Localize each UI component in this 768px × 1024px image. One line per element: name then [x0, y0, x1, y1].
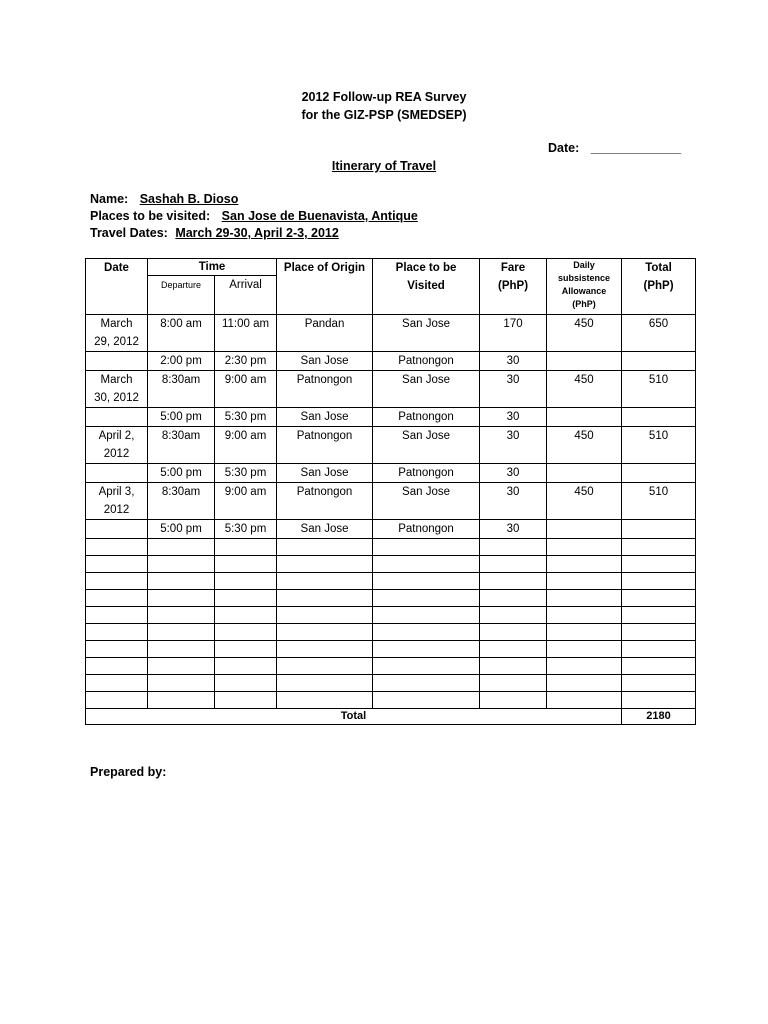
cell-date-line2: 30, 2012 [94, 392, 139, 404]
empty-cell [148, 539, 215, 556]
empty-cell [148, 658, 215, 675]
empty-cell [277, 573, 373, 590]
header-fare-line1: Fare [500, 262, 526, 274]
table-row [86, 520, 696, 539]
cell-total [622, 352, 696, 371]
header-total-line1: Total [645, 262, 672, 274]
header-fare [480, 259, 547, 315]
empty-cell [215, 573, 277, 590]
cell-date-line1: March [100, 374, 133, 386]
header-visited [373, 259, 480, 315]
empty-cell [480, 607, 547, 624]
dates-line [90, 226, 339, 240]
table-row [86, 483, 696, 520]
cell-date-line1: April 3, [98, 486, 135, 498]
empty-cell [480, 675, 547, 692]
cell-fare: 170 [480, 315, 547, 352]
empty-cell [547, 675, 622, 692]
empty-row [86, 573, 696, 590]
cell-date-line2: 29, 2012 [94, 336, 139, 348]
cell-departure: 8:30am [148, 483, 215, 520]
cell-arrival: 5:30 pm [215, 464, 277, 483]
cell-departure: 5:00 pm [148, 408, 215, 427]
empty-cell [547, 692, 622, 709]
doc-subtitle: Itinerary of Travel [331, 159, 437, 173]
header-visited-line1: Place to be [395, 262, 457, 274]
header-origin: Place of Origin [277, 259, 373, 315]
cell-visited: San Jose [373, 315, 480, 352]
cell-arrival: 9:00 am [215, 371, 277, 408]
cell-fare: 30 [480, 520, 547, 539]
empty-row [86, 590, 696, 607]
cell-visited: San Jose [373, 427, 480, 464]
empty-cell [277, 641, 373, 658]
cell-visited: Patnongon [373, 408, 480, 427]
empty-cell [148, 641, 215, 658]
cell-date [86, 483, 148, 520]
empty-cell [86, 590, 148, 607]
empty-cell [480, 641, 547, 658]
empty-cell [622, 607, 696, 624]
cell-visited: San Jose [373, 483, 480, 520]
name-value: Sashah B. Dioso [139, 192, 239, 206]
places-value: San Jose de Buenavista, Antique [221, 209, 418, 223]
empty-cell [148, 624, 215, 641]
table-row [86, 464, 696, 483]
total-row [86, 709, 696, 725]
cell-total: 510 [622, 483, 696, 520]
empty-row [86, 607, 696, 624]
empty-cell [148, 692, 215, 709]
empty-cell [547, 641, 622, 658]
cell-date-line2: 2012 [103, 504, 130, 516]
date-field [548, 141, 681, 155]
cell-daily: 450 [547, 371, 622, 408]
cell-fare: 30 [480, 371, 547, 408]
cell-origin: Patnongon [277, 483, 373, 520]
empty-cell [148, 573, 215, 590]
cell-arrival: 9:00 am [215, 427, 277, 464]
cell-origin: San Jose [277, 352, 373, 371]
cell-total [622, 464, 696, 483]
cell-total: 510 [622, 427, 696, 464]
table-row [86, 427, 696, 464]
empty-cell [480, 573, 547, 590]
empty-cell [480, 624, 547, 641]
cell-daily: 450 [547, 315, 622, 352]
empty-cell [373, 590, 480, 607]
empty-cell [215, 539, 277, 556]
empty-cell [148, 607, 215, 624]
empty-cell [622, 624, 696, 641]
empty-cell [215, 658, 277, 675]
empty-cell [480, 590, 547, 607]
table-row [86, 352, 696, 371]
cell-daily [547, 408, 622, 427]
cell-departure: 5:00 pm [148, 520, 215, 539]
empty-row [86, 692, 696, 709]
empty-cell [277, 590, 373, 607]
empty-row [86, 658, 696, 675]
cell-total [622, 520, 696, 539]
cell-daily [547, 352, 622, 371]
table-row [86, 408, 696, 427]
empty-cell [373, 641, 480, 658]
header-daily-line3: Allowance [561, 286, 607, 296]
dates-label: Travel Dates: [90, 226, 168, 240]
cell-origin: San Jose [277, 520, 373, 539]
cell-date [86, 408, 148, 427]
cell-date [86, 427, 148, 464]
cell-origin: San Jose [277, 408, 373, 427]
itinerary-table [85, 258, 696, 725]
empty-row [86, 556, 696, 573]
empty-cell [373, 539, 480, 556]
date-blank: _____________ [590, 141, 682, 155]
empty-cell [148, 675, 215, 692]
cell-date-line1: April 2, [98, 430, 135, 442]
cell-origin: Patnongon [277, 371, 373, 408]
cell-fare: 30 [480, 464, 547, 483]
cell-total: 650 [622, 315, 696, 352]
cell-visited: Patnongon [373, 520, 480, 539]
empty-cell [277, 539, 373, 556]
table-row [86, 315, 696, 352]
header-daily-line1: Daily [573, 260, 595, 270]
cell-departure: 8:30am [148, 371, 215, 408]
header-time: Time [148, 259, 277, 276]
empty-cell [86, 624, 148, 641]
cell-departure: 8:30am [148, 427, 215, 464]
prepared-by-label: Prepared by: [90, 765, 167, 779]
empty-cell [622, 590, 696, 607]
header-total-line2: (PhP) [643, 280, 674, 292]
total-value: 2180 [622, 709, 696, 725]
empty-cell [622, 641, 696, 658]
empty-cell [86, 692, 148, 709]
cell-visited: Patnongon [373, 352, 480, 371]
empty-cell [277, 624, 373, 641]
total-label: Total [86, 709, 622, 725]
empty-cell [547, 590, 622, 607]
dates-value: March 29-30, April 2-3, 2012 [175, 226, 339, 240]
cell-daily: 450 [547, 427, 622, 464]
empty-cell [215, 624, 277, 641]
empty-cell [373, 624, 480, 641]
empty-cell [373, 658, 480, 675]
cell-arrival: 2:30 pm [215, 352, 277, 371]
table-row [86, 371, 696, 408]
cell-origin: Pandan [277, 315, 373, 352]
cell-total [622, 408, 696, 427]
doc-title-line2: for the GIZ-PSP (SMEDSEP) [301, 108, 467, 122]
empty-row [86, 641, 696, 658]
cell-origin: San Jose [277, 464, 373, 483]
empty-cell [622, 658, 696, 675]
name-line [90, 192, 238, 206]
empty-cell [622, 675, 696, 692]
cell-visited: Patnongon [373, 464, 480, 483]
cell-fare: 30 [480, 483, 547, 520]
cell-total: 510 [622, 371, 696, 408]
empty-row [86, 675, 696, 692]
cell-date-line2: 2012 [103, 448, 130, 460]
cell-departure: 5:00 pm [148, 464, 215, 483]
empty-cell [215, 590, 277, 607]
cell-arrival: 5:30 pm [215, 408, 277, 427]
cell-origin: Patnongon [277, 427, 373, 464]
header-arrival: Arrival [215, 276, 277, 315]
empty-cell [480, 539, 547, 556]
empty-cell [373, 675, 480, 692]
empty-cell [215, 641, 277, 658]
empty-cell [622, 573, 696, 590]
cell-daily [547, 464, 622, 483]
cell-departure: 2:00 pm [148, 352, 215, 371]
empty-cell [86, 658, 148, 675]
places-label: Places to be visited: [90, 209, 211, 223]
empty-cell [277, 556, 373, 573]
empty-cell [215, 556, 277, 573]
header-daily-line4: (PhP) [572, 299, 596, 309]
cell-date [86, 520, 148, 539]
empty-cell [86, 573, 148, 590]
empty-cell [277, 658, 373, 675]
cell-date [86, 464, 148, 483]
places-line [90, 209, 418, 223]
empty-cell [547, 556, 622, 573]
empty-cell [86, 607, 148, 624]
date-label: Date: [548, 141, 580, 155]
empty-cell [547, 573, 622, 590]
empty-cell [215, 675, 277, 692]
empty-cell [86, 675, 148, 692]
header-fare-line2: (PhP) [498, 280, 529, 292]
cell-daily: 450 [547, 483, 622, 520]
empty-cell [148, 590, 215, 607]
cell-arrival: 9:00 am [215, 483, 277, 520]
cell-fare: 30 [480, 352, 547, 371]
cell-arrival: 11:00 am [215, 315, 277, 352]
empty-cell [277, 607, 373, 624]
cell-departure: 8:00 am [148, 315, 215, 352]
empty-row [86, 539, 696, 556]
empty-cell [373, 573, 480, 590]
empty-row [86, 624, 696, 641]
doc-title-line1: 2012 Follow-up REA Survey [301, 90, 467, 104]
empty-cell [86, 539, 148, 556]
header-daily-allowance [547, 259, 622, 315]
empty-cell [547, 607, 622, 624]
empty-cell [547, 658, 622, 675]
empty-cell [373, 692, 480, 709]
header-departure: Departure [148, 276, 215, 315]
cell-fare: 30 [480, 408, 547, 427]
cell-date [86, 371, 148, 408]
empty-cell [480, 556, 547, 573]
cell-visited: San Jose [373, 371, 480, 408]
empty-cell [622, 692, 696, 709]
cell-date [86, 352, 148, 371]
header-date: Date [86, 259, 148, 315]
empty-cell [215, 692, 277, 709]
empty-cell [86, 556, 148, 573]
header-total [622, 259, 696, 315]
header-daily-line2: subsistence [558, 273, 611, 283]
empty-cell [373, 556, 480, 573]
cell-daily [547, 520, 622, 539]
cell-date-line1: March [100, 318, 133, 330]
empty-cell [148, 556, 215, 573]
empty-cell [373, 607, 480, 624]
name-label: Name: [90, 192, 129, 206]
empty-cell [215, 607, 277, 624]
cell-fare: 30 [480, 427, 547, 464]
empty-cell [86, 641, 148, 658]
empty-cell [480, 658, 547, 675]
header-visited-line2: Visited [407, 280, 445, 292]
empty-cell [480, 692, 547, 709]
empty-cell [277, 675, 373, 692]
empty-cell [547, 539, 622, 556]
cell-date [86, 315, 148, 352]
empty-cell [547, 624, 622, 641]
empty-cell [622, 556, 696, 573]
empty-cell [277, 692, 373, 709]
empty-cell [622, 539, 696, 556]
cell-arrival: 5:30 pm [215, 520, 277, 539]
